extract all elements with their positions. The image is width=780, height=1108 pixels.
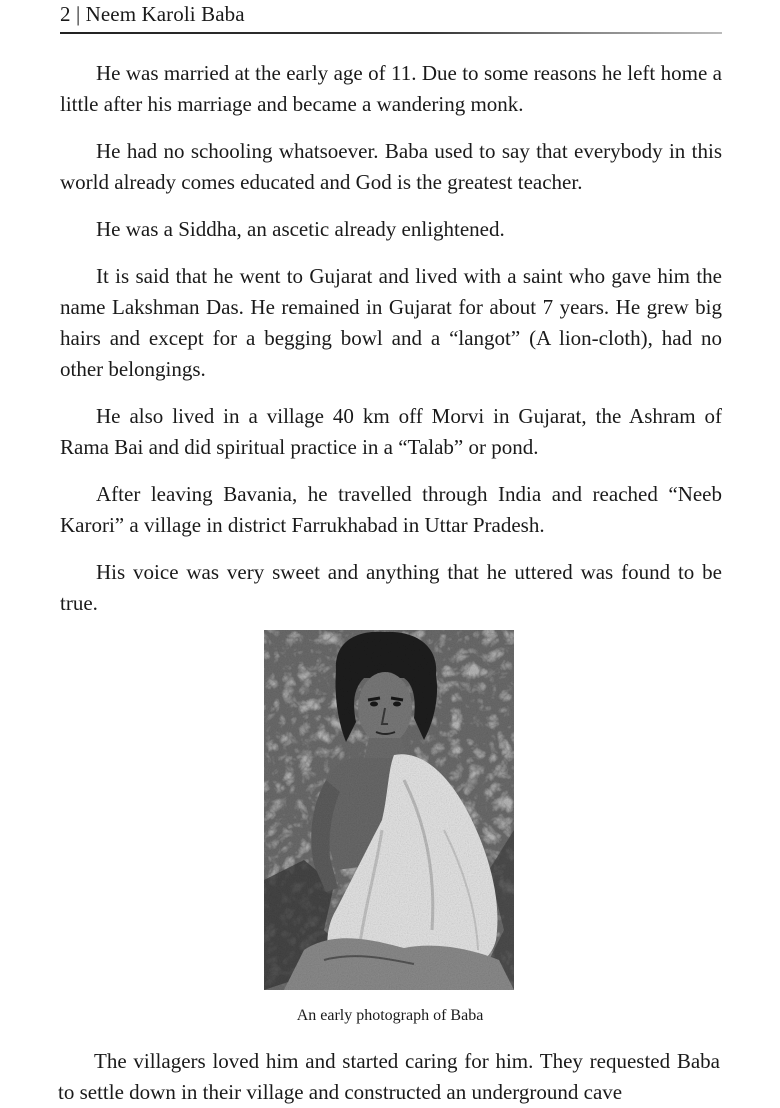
page-body — [60, 58, 722, 635]
paragraph: The villagers loved him and started caring for him. They requested Baba to settle down in their village and constructed an underground cave — [58, 1049, 720, 1104]
paragraph: After leaving Bavania, he travelled through India and reached “Neeb Karori” a village in district Farrukhabad in Uttar Pradesh. — [60, 482, 722, 537]
page-header — [60, 2, 722, 36]
paragraph: He had no schooling whatsoever. Baba used to say that everybody in this world already comes educated and God is the greatest teacher. — [60, 139, 722, 194]
baba-photograph — [264, 630, 514, 990]
header-rule — [60, 32, 722, 34]
paragraph: He was a Siddha, an ascetic already enlightened. — [96, 217, 505, 241]
page-body-continued — [58, 1046, 720, 1108]
figure-caption: An early photograph of Baba — [296, 1007, 484, 1024]
paragraph: His voice was very sweet and anything that he uttered was found to be true. — [60, 560, 722, 615]
running-head: 2 | Neem Karoli Baba — [60, 2, 245, 26]
paragraph: It is said that he went to Gujarat and lived with a saint who gave him the name Lakshman Das. He remained in Gujarat for about 7 years. He grew big hairs and except for a begging bowl and a “langot” (A lion-cloth), had no other belongings. — [60, 264, 722, 381]
paragraph: He also lived in a village 40 km off Morvi in Gujarat, the Ashram of Rama Bai and did spiritual practice in a “Talab” or pond. — [60, 404, 722, 459]
paragraph: He was married at the early age of 11. Due to some reasons he left home a little after his marriage and became a wandering monk. — [60, 61, 722, 116]
